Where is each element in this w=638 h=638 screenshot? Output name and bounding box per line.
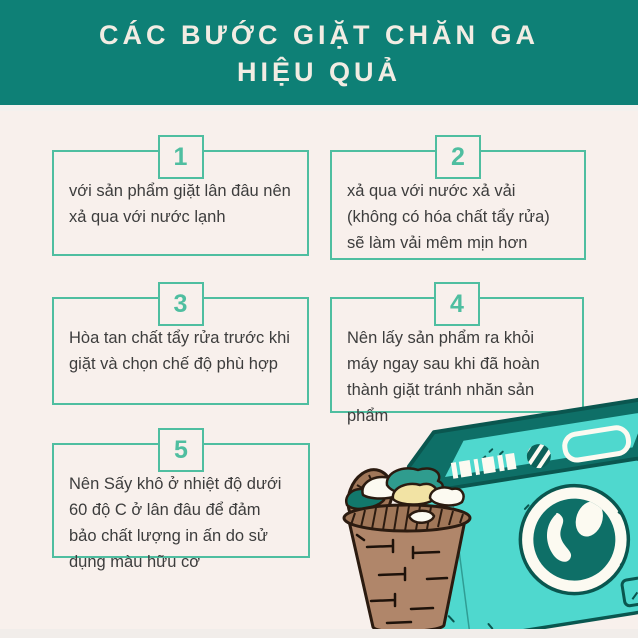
header-divider [0,105,638,111]
machine-filter-hatch [621,574,638,606]
step-number-badge-2: 2 [435,135,481,179]
basket-rim [344,505,470,531]
page-title-line1: CÁC BƯỚC GIẶT CHĂN GA [99,20,539,50]
step-text-4: Nên lấy sản phẩm ra khỏi máy ngay sau khi đã hoàn thành giặt tránh nhăn sản phẩm [347,329,540,425]
page-title-line2: HIỆU QUẢ [236,57,401,87]
step-text-5: Nên Sấy khô ở nhiệt độ dưới 60 độ C ở lân đâu để đảm bảo chất lượng in ấn do sử dụng màu hữu cơ [69,475,282,571]
laundry-illustration [335,385,638,635]
step-text-2: xả qua với nước xả vải (không có hóa chất tẩy rửa) sẽ làm vải mêm mịn hơn [347,182,550,252]
footer-strip [0,629,638,638]
step-text-1: với sản phẩm giặt lân đâu nên xả qua với nước lạnh [69,182,291,226]
step-number-badge-3: 3 [158,282,204,326]
step-box-1 [52,142,309,256]
step-number-badge-5: 5 [158,428,204,472]
step-text-3: Hòa tan chất tẩy rửa trước khi giặt và chọn chế độ phù hợp [69,329,290,373]
header-banner [0,0,638,105]
step-number-badge-4: 4 [434,282,480,326]
page-title [0,0,638,91]
step-number-badge-1: 1 [158,135,204,179]
step-box-3 [52,289,309,405]
step-box-5 [52,435,310,571]
step-box-2 [330,142,586,260]
